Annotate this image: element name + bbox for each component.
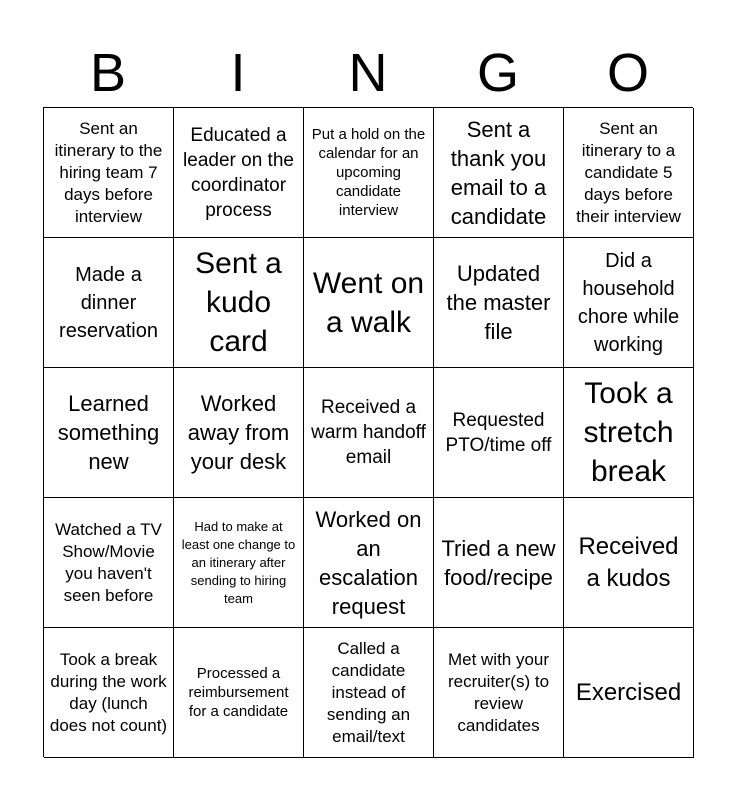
bingo-cell-text: Processed a reimbursement for a candidate [188, 665, 289, 720]
bingo-cell-text: Received a warm handoff email [311, 397, 426, 468]
bingo-cell-text: Put a hold on the calendar for an upcoming candidate interview [311, 126, 426, 219]
bingo-cell-text: Did a household chore while working [577, 249, 680, 356]
bingo-cell-text: Worked away from your desk [187, 391, 290, 474]
bingo-cell[interactable] [44, 368, 174, 498]
bingo-cell-text: Received a kudos [578, 532, 679, 592]
bingo-cell-text: Met with your recruiter(s) to review candidates [447, 649, 550, 735]
header-letter-i: I [230, 43, 246, 103]
bingo-cell[interactable] [434, 108, 564, 238]
bingo-cell[interactable] [564, 368, 694, 498]
bingo-cell[interactable] [434, 498, 564, 628]
bingo-cell-text: Requested PTO/time off [445, 409, 552, 456]
bingo-cell[interactable] [44, 238, 174, 368]
bingo-cell[interactable] [304, 238, 434, 368]
header-letter-g: G [476, 43, 519, 103]
bingo-cell[interactable] [174, 628, 304, 758]
bingo-card-grid [43, 107, 693, 757]
bingo-cell-text: Sent a thank you email to a candidate [450, 116, 547, 229]
bingo-cell-text: Had to make at least one change to an itinerary after sending to hiring team [181, 518, 296, 606]
bingo-cell[interactable] [564, 628, 694, 758]
bingo-cell[interactable] [174, 368, 304, 498]
bingo-cell[interactable] [434, 368, 564, 498]
bingo-cell[interactable] [564, 238, 694, 368]
bingo-cell[interactable] [44, 498, 174, 628]
bingo-cell-text: Learned something new [57, 391, 160, 474]
bingo-cell[interactable] [44, 108, 174, 238]
bingo-cell[interactable] [304, 108, 434, 238]
bingo-cell-text: Worked on an escalation request [315, 506, 422, 619]
header-letter-o: O [606, 43, 649, 103]
header-letter-n: N [348, 43, 388, 103]
bingo-cell-text: Took a break during the work day (lunch does not count) [49, 649, 168, 735]
header-letter-b: B [89, 43, 127, 103]
bingo-cell[interactable] [304, 368, 434, 498]
bingo-cell-text: Watched a TV Show/Movie you haven't seen before [55, 519, 162, 605]
bingo-cell-text: Sent a kudo card [195, 247, 282, 358]
bingo-cell[interactable] [304, 498, 434, 628]
bingo-cell-text: Took a stretch break [583, 377, 674, 488]
bingo-cell-text: Went on a walk [312, 266, 425, 339]
bingo-cell-text: Tried a new food/recipe [441, 535, 556, 590]
bingo-header [43, 42, 693, 104]
bingo-cell-text: Sent an itinerary to a candidate 5 days before their interview [576, 118, 681, 226]
bingo-cell[interactable] [434, 238, 564, 368]
bingo-cell[interactable] [564, 108, 694, 238]
bingo-cell[interactable] [44, 628, 174, 758]
bingo-cell[interactable] [564, 498, 694, 628]
bingo-cell-text: Sent an itinerary to the hiring team 7 days before interview [54, 118, 163, 226]
bingo-cell-text: Called a candidate instead of sending an email/text [326, 638, 411, 746]
bingo-cell[interactable] [434, 628, 564, 758]
bingo-cell-text: Updated the master file [446, 261, 551, 344]
bingo-cell-text: Educated a leader on the coordinator process [183, 124, 294, 221]
bingo-cell[interactable] [174, 108, 304, 238]
bingo-cell-text: Exercised [575, 678, 682, 706]
bingo-cell-text: Made a dinner reservation [59, 263, 158, 342]
bingo-cell[interactable] [174, 238, 304, 368]
bingo-cell[interactable] [304, 628, 434, 758]
bingo-cell[interactable] [174, 498, 304, 628]
